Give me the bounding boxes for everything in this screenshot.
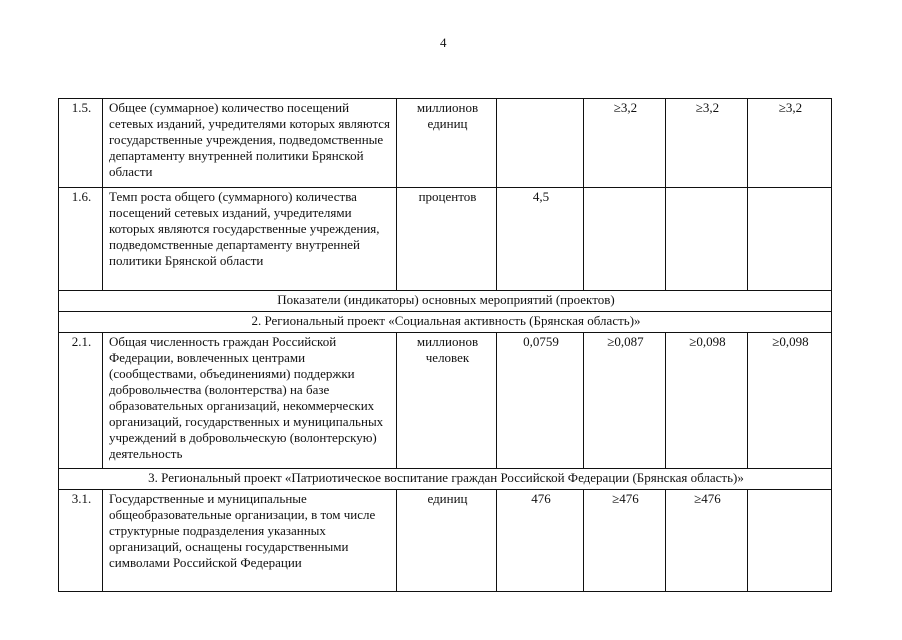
value-cell [584, 188, 666, 291]
value-cell: ≥0,098 [666, 333, 748, 469]
indicator-description [103, 333, 397, 469]
value-cell: ≥476 [584, 490, 666, 592]
row-number: 2.1. [59, 333, 103, 469]
value-cell: 4,5 [497, 188, 584, 291]
project-heading: 3. Региональный проект «Патриотическое воспитание граждан Российской Федерации (Брянская область)» [59, 469, 832, 490]
indicator-description [103, 99, 397, 188]
unit-of-measure: миллионов единиц [397, 99, 497, 188]
row-number: 1.5. [59, 99, 103, 188]
unit-of-measure: единиц [397, 490, 497, 592]
project-heading: 2. Региональный проект «Социальная активность (Брянская область)» [59, 312, 832, 333]
indicator-description-text: Государственные и муниципальные общеобразовательные организации, в том числе структурные подразделения указанных организаций, оснащены государственными символами Российской Федерации [109, 491, 376, 570]
indicator-description-text: Общее (суммарное) количество посещений сетевых изданий, учредителями которых являются государственные учреждения, подведомственные департаменту внутренней политики Брянской области [109, 100, 390, 179]
value-cell [666, 188, 748, 291]
value-cell: ≥476 [666, 490, 748, 592]
indicator-description [103, 490, 397, 592]
table-row [59, 333, 832, 469]
table-row [59, 490, 832, 592]
value-cell: ≥3,2 [666, 99, 748, 188]
row-number: 1.6. [59, 188, 103, 291]
value-cell: ≥3,2 [584, 99, 666, 188]
table-row [59, 99, 832, 188]
value-cell: ≥0,098 [748, 333, 832, 469]
section-row [59, 469, 832, 490]
value-cell [497, 99, 584, 188]
value-cell: ≥0,087 [584, 333, 666, 469]
value-cell: ≥3,2 [748, 99, 832, 188]
value-cell: 476 [497, 490, 584, 592]
value-cell [748, 490, 832, 592]
page-number: 4 [440, 35, 447, 50]
table-row [59, 188, 832, 291]
value-cell: 0,0759 [497, 333, 584, 469]
section-heading: Показатели (индикаторы) основных мероприятий (проектов) [59, 291, 832, 312]
indicator-description-text: Темп роста общего (суммарного) количества посещений сетевых изданий, учредителями которых являются государственные учреждения, подведомственные департаменту внутренней политики Брянской области [109, 189, 380, 268]
section-row [59, 291, 832, 312]
indicator-description [103, 188, 397, 291]
indicator-description-text: Общая численность граждан Российской Федерации, вовлеченных центрами (сообществами, объединениями) поддержки добровольчества (волонтерства) на базе образовательных организаций, некоммерческих организаций, государственных и муниципальных учреждений в добровольческую (волонтерскую) деятельность [109, 334, 384, 461]
unit-of-measure: процентов [397, 188, 497, 291]
section-row [59, 312, 832, 333]
indicators-table [58, 98, 832, 592]
row-number: 3.1. [59, 490, 103, 592]
unit-of-measure: миллионов человек [397, 333, 497, 469]
value-cell [748, 188, 832, 291]
